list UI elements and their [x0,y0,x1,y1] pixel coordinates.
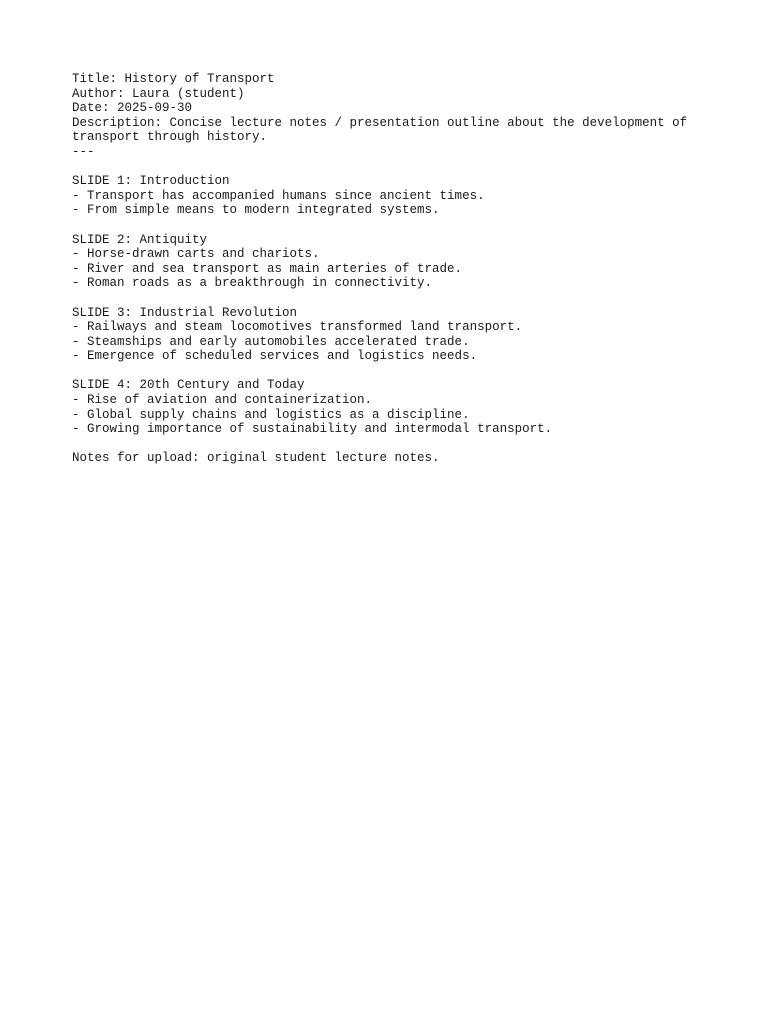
separator: --- [72,144,95,159]
slide-bullet: - Railways and steam locomotives transformed land transport. [72,320,523,335]
spacer [72,291,712,306]
spacer [72,218,712,233]
doc-description-line-2: transport through history. [72,130,268,145]
spacer [72,437,712,452]
slide-bullet: - Transport has accompanied humans since ancient times. [72,188,485,203]
slide-heading: SLIDE 1: Introduction [72,174,230,189]
slide-heading: SLIDE 4: 20th Century and Today [72,378,305,393]
slide-bullet: - Roman roads as a breakthrough in connectivity. [72,276,433,291]
slide-bullet: - Emergence of scheduled services and logistics needs. [72,349,478,364]
footer-note: Notes for upload: original student lecture notes. [72,451,440,466]
slide-bullet: - Global supply chains and logistics as a discipline. [72,407,470,422]
slide-bullet: - From simple means to modern integrated systems. [72,203,440,218]
slide-section-3 [72,306,712,364]
slide-section-2 [72,233,712,291]
slide-bullet: - Horse-drawn carts and chariots. [72,247,320,262]
slide-bullet: - Growing importance of sustainability and intermodal transport. [72,422,553,437]
spacer [72,364,712,379]
slide-bullet: - Rise of aviation and containerization. [72,393,373,408]
slide-heading: SLIDE 3: Industrial Revolution [72,305,298,320]
slide-heading: SLIDE 2: Antiquity [72,232,208,247]
slide-bullet: - Steamships and early automobiles accelerated trade. [72,334,470,349]
document-body [72,72,712,466]
doc-author: Author: Laura (student) [72,86,245,101]
spacer [72,160,712,175]
doc-date: Date: 2025-09-30 [72,101,193,116]
slide-section-4 [72,378,712,436]
slide-bullet: - River and sea transport as main arteries of trade. [72,261,463,276]
doc-description-line-1: Description: Concise lecture notes / presentation outline about the development of [72,115,688,130]
slide-section-1 [72,174,712,218]
doc-title: Title: History of Transport [72,72,275,86]
